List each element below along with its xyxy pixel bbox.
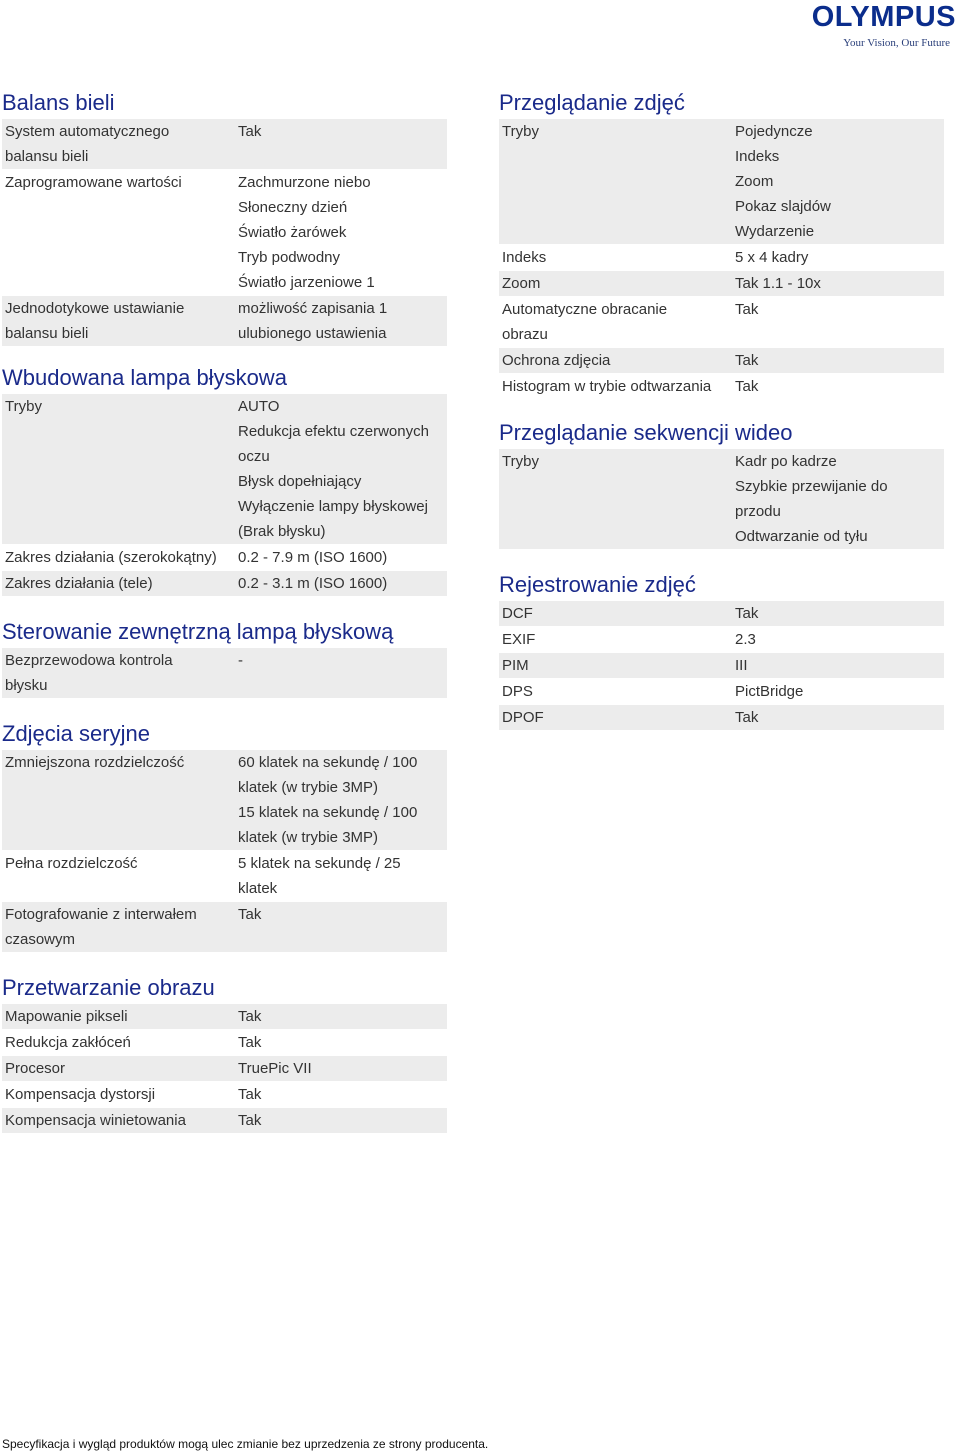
spec-value (235, 571, 447, 596)
spec-value (732, 374, 944, 399)
spec-section (2, 88, 447, 347)
spec-value-line: Wyłączenie lampy błyskowej (238, 498, 428, 515)
spec-label (499, 245, 732, 270)
spec-label-line: Zaprogramowane wartości (5, 174, 182, 191)
spec-label (499, 705, 732, 730)
spec-value (732, 119, 944, 244)
spec-value-line: ulubionego ustawienia (238, 325, 387, 342)
spec-value-line: Redukcja efektu czerwonych (238, 423, 429, 440)
spec-row (499, 119, 944, 244)
spec-value (235, 394, 447, 544)
spec-row (499, 601, 944, 626)
spec-value-line: Światło żarówek (238, 224, 347, 241)
spec-value-line: klatek (w trybie 3MP) (238, 779, 379, 796)
spec-label-line: czasowym (5, 931, 76, 948)
spec-value-line: przodu (735, 503, 781, 520)
spec-table (499, 600, 944, 731)
spec-label (499, 271, 732, 296)
spec-label-line: DPS (502, 683, 533, 700)
spec-label-line: DCF (502, 605, 533, 622)
logo-tagline: Your Vision, Our Future (843, 37, 950, 49)
spec-value (732, 627, 944, 652)
spec-value-line: Tak (735, 709, 759, 726)
section-title: Balans bieli (2, 90, 115, 115)
spec-label (499, 653, 732, 678)
spec-value (732, 245, 944, 270)
spec-row (499, 271, 944, 296)
spec-row (499, 374, 944, 399)
spec-value-line: Szybkie przewijanie do (735, 478, 888, 495)
spec-label (2, 902, 235, 952)
spec-row (499, 245, 944, 270)
spec-row (2, 902, 447, 952)
spec-row (499, 297, 944, 347)
spec-value (235, 902, 447, 952)
section-title: Zdjęcia seryjne (2, 721, 150, 746)
disclaimer-footer: Specyfikacja i wygląd produktów mogą ulec zmianie bez uprzedzenia ze strony producenta. (2, 1437, 489, 1451)
spec-value (235, 1108, 447, 1133)
spec-row (2, 1030, 447, 1055)
spec-label (2, 1004, 235, 1029)
spec-label-line: Ochrona zdjęcia (502, 352, 611, 369)
spec-value-line: Tak (238, 1034, 262, 1051)
spec-label-line: Kompensacja dystorsji (5, 1086, 156, 1103)
spec-section (499, 418, 944, 550)
spec-label-line: obrazu (502, 326, 548, 343)
spec-row (499, 653, 944, 678)
logo-wordmark: OLYMPUS (811, 1, 956, 33)
spec-value-line: Wydarzenie (735, 223, 815, 240)
spec-value-line: 5 x 4 kadry (735, 249, 809, 266)
spec-table (499, 448, 944, 550)
spec-row (2, 1082, 447, 1107)
spec-value-line: Zoom (735, 173, 774, 190)
spec-label-line: System automatycznego (5, 123, 170, 140)
spec-value-line: Pokaz slajdów (735, 198, 831, 215)
spec-row (2, 545, 447, 570)
spec-row (2, 750, 447, 850)
spec-label-line: Jednodotykowe ustawianie (5, 300, 185, 317)
section-title: Przeglądanie sekwencji wideo (499, 420, 793, 445)
spec-value-line: Tryb podwodny (238, 249, 340, 266)
spec-value (235, 296, 447, 346)
spec-value (732, 653, 944, 678)
spec-label-line: Mapowanie pikseli (5, 1008, 128, 1025)
spec-table (2, 1003, 447, 1134)
spec-value (732, 679, 944, 704)
spec-value-line: TruePic VII (238, 1060, 312, 1077)
spec-value-line: Zachmurzone niebo (238, 174, 371, 191)
olympus-logo (792, 2, 956, 50)
spec-label-line: Pełna rozdzielczość (5, 855, 138, 872)
spec-label (2, 1056, 235, 1081)
spec-value (235, 750, 447, 850)
spec-value-line: 0.2 - 7.9 m (ISO 1600) (238, 549, 388, 566)
spec-value-line: Tak 1.1 - 10x (735, 275, 821, 292)
spec-value-line: 0.2 - 3.1 m (ISO 1600) (238, 575, 388, 592)
spec-label (2, 648, 235, 698)
spec-label-line: Redukcja zakłóceń (5, 1034, 131, 1051)
spec-label (499, 627, 732, 652)
spec-value (732, 348, 944, 373)
spec-label (2, 119, 235, 169)
spec-row (2, 1056, 447, 1081)
spec-value-line: 5 klatek na sekundę / 25 (238, 855, 401, 872)
spec-label-line: balansu bieli (5, 148, 89, 165)
spec-label-line: Zmniejszona rozdzielczość (5, 754, 185, 771)
spec-label-line: Fotografowanie z interwałem (5, 906, 197, 923)
spec-row (2, 648, 447, 698)
spec-row (2, 296, 447, 346)
section-title: Przetwarzanie obrazu (2, 975, 215, 1000)
spec-label-line: błysku (5, 677, 48, 694)
spec-value-line: AUTO (238, 398, 280, 415)
spec-label-line: Procesor (5, 1060, 66, 1077)
spec-label-line: Kompensacja winietowania (5, 1112, 186, 1129)
spec-value (235, 1082, 447, 1107)
spec-value-line: klatek (w trybie 3MP) (238, 829, 379, 846)
spec-label (2, 1082, 235, 1107)
spec-row (2, 119, 447, 169)
spec-label (2, 545, 235, 570)
spec-label (2, 750, 235, 850)
spec-value-line: oczu (238, 448, 270, 465)
spec-value (732, 297, 944, 347)
spec-label-line: PIM (502, 657, 529, 674)
spec-value-line: Tak (735, 378, 759, 395)
spec-row (2, 571, 447, 596)
spec-value-line: III (735, 657, 748, 674)
spec-section (2, 719, 447, 953)
spec-value-line: 2.3 (735, 631, 756, 648)
spec-section (499, 88, 944, 400)
spec-value (732, 271, 944, 296)
spec-value-line: Błysk dopełniający (238, 473, 362, 490)
spec-value (235, 119, 447, 169)
spec-value-line: 60 klatek na sekundę / 100 (238, 754, 418, 771)
spec-label (499, 601, 732, 626)
section-title: Przeglądanie zdjęć (499, 90, 685, 115)
spec-value-line: Tak (735, 605, 759, 622)
spec-label (2, 1108, 235, 1133)
spec-label-line: Histogram w trybie odtwarzania (502, 378, 712, 395)
spec-value-line: - (238, 652, 243, 669)
left-column (2, 88, 447, 1150)
spec-label-line: Zakres działania (tele) (5, 575, 153, 592)
spec-value (235, 1030, 447, 1055)
spec-value (235, 1056, 447, 1081)
spec-table (2, 393, 447, 597)
spec-row (2, 394, 447, 544)
spec-section (2, 617, 447, 699)
spec-label (2, 571, 235, 596)
spec-table (2, 749, 447, 953)
section-title: Wbudowana lampa błyskowa (2, 365, 287, 390)
spec-row (499, 348, 944, 373)
spec-label-line: Bezprzewodowa kontrola (5, 652, 173, 669)
spec-value-line: 15 klatek na sekundę / 100 (238, 804, 418, 821)
spec-value (235, 648, 447, 698)
spec-label (499, 449, 732, 549)
spec-value-line: Indeks (735, 148, 780, 165)
spec-value-line: Tak (238, 1086, 262, 1103)
spec-value-line: Tak (238, 906, 262, 923)
spec-label-line: Indeks (502, 249, 547, 266)
spec-value (235, 170, 447, 295)
spec-label-line: Zakres działania (szerokokątny) (5, 549, 217, 566)
spec-value-line: Światło jarzeniowe 1 (238, 274, 375, 291)
section-title: Rejestrowanie zdjęć (499, 572, 696, 597)
spec-row (2, 851, 447, 901)
spec-label (499, 374, 732, 399)
spec-label-line: Tryby (502, 123, 539, 140)
spec-label (2, 296, 235, 346)
spec-row (499, 705, 944, 730)
spec-label (499, 119, 732, 244)
spec-row (2, 1004, 447, 1029)
spec-label (2, 170, 235, 295)
spec-row (499, 679, 944, 704)
section-title: Sterowanie zewnętrzną lampą błyskową (2, 619, 394, 644)
spec-label-line: balansu bieli (5, 325, 89, 342)
spec-table (2, 118, 447, 347)
spec-label (2, 851, 235, 901)
spec-value-line: Tak (735, 352, 759, 369)
spec-table (2, 647, 447, 699)
spec-row (2, 1108, 447, 1133)
spec-value-line: Słoneczny dzień (238, 199, 348, 216)
spec-value-line: Tak (238, 1008, 262, 1025)
spec-value (732, 705, 944, 730)
spec-section (2, 973, 447, 1134)
spec-label (2, 1030, 235, 1055)
spec-label (499, 297, 732, 347)
spec-value-line: Odtwarzanie od tyłu (735, 528, 868, 545)
spec-value (235, 545, 447, 570)
spec-value-line: Kadr po kadrze (735, 453, 837, 470)
spec-table (499, 118, 944, 400)
spec-label (499, 348, 732, 373)
spec-label-line: Tryby (5, 398, 42, 415)
spec-value-line: (Brak błysku) (238, 523, 326, 540)
spec-row (499, 449, 944, 549)
spec-label-line: Zoom (502, 275, 541, 292)
right-column (499, 88, 944, 747)
spec-value-line: Tak (238, 123, 262, 140)
spec-label-line: DPOF (502, 709, 544, 726)
spec-value-line: PictBridge (735, 683, 804, 700)
spec-label (2, 394, 235, 544)
spec-value-line: Tak (735, 301, 759, 318)
spec-value (235, 851, 447, 901)
spec-section (499, 570, 944, 731)
spec-label-line: EXIF (502, 631, 536, 648)
spec-value-line: klatek (238, 880, 278, 897)
spec-value-line: Tak (238, 1112, 262, 1129)
spec-section (2, 363, 447, 597)
spec-label (499, 679, 732, 704)
spec-row (2, 170, 447, 295)
spec-value-line: Pojedyncze (735, 123, 813, 140)
spec-value-line: możliwość zapisania 1 (238, 300, 388, 317)
spec-label-line: Tryby (502, 453, 539, 470)
spec-row (499, 627, 944, 652)
spec-value (732, 601, 944, 626)
spec-value (732, 449, 944, 549)
spec-label-line: Automatyczne obracanie (502, 301, 668, 318)
spec-value (235, 1004, 447, 1029)
